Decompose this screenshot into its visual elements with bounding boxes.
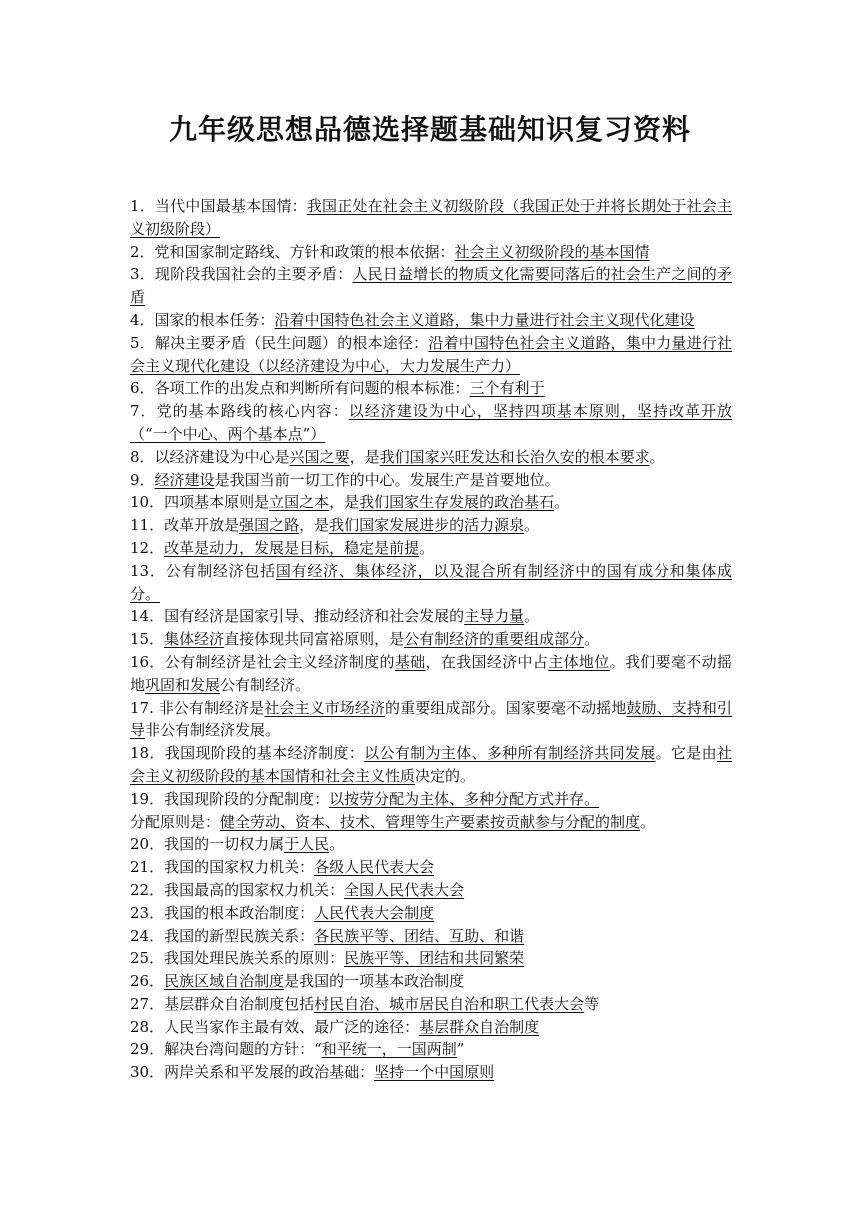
item-text: 7．党的基本路线的核心内容： [130, 402, 349, 421]
list-item [130, 742, 732, 788]
key-answer-text: 沿着中国特色社会主义道路，集中力量进行社会主义现代化建设（以经济建设为中心，大力发展生产力） [130, 333, 733, 375]
key-answer-text: 基层群众自治制度 [419, 1017, 540, 1036]
item-text: ，在我国经济中占 [425, 652, 549, 671]
item-text: 16．公有制经济是社会主义经济制度的 [130, 652, 395, 671]
key-answer-text: 主导力量 [464, 607, 525, 626]
item-text: 11．改革开放是 [130, 516, 240, 535]
item-text: 决定的。 [415, 766, 476, 785]
list-item [130, 332, 732, 378]
item-text: 9． [130, 470, 155, 489]
item-text: 19．我国现阶段的分配制度： [130, 789, 330, 808]
key-answer-text: 我们国家兴旺发达和长治久安的根本要求 [379, 447, 650, 466]
list-item [130, 947, 732, 970]
item-text: 。 [649, 447, 665, 466]
item-text: 29．解决台湾问题的方针：“ [130, 1040, 322, 1059]
key-answer-text: 主体地位 [548, 652, 610, 671]
key-answer-text: 村民自治、城市居民自治和职工代表大会 [314, 994, 585, 1013]
list-item [130, 605, 732, 628]
list-item [130, 925, 732, 948]
key-answer-text: 民族平等、团结和共同繁荣 [344, 949, 525, 968]
key-answer-text: 健全劳动、资本、技术、管理等生产要素按贡献参与分配的制度 [220, 812, 641, 831]
item-text: 22．我国最高的国家权力机关： [130, 880, 345, 899]
item-text: 14．国有经济是国家引导、推动经济和社会发展的 [130, 607, 465, 626]
item-text: 17. 非公有制经济是 [130, 698, 265, 717]
key-answer-text: 各民族平等、团结、互助、和谐 [314, 926, 525, 945]
key-answer-text: 民族区域自治制度 [164, 972, 285, 991]
item-text: 8．以经济建设为中心是 [130, 447, 290, 466]
key-answer-text: 人民日益增长的物质文化需要同落后的社会生产之间的矛盾 [130, 265, 732, 307]
item-text: 5．解决主要矛盾（民生问题）的根本途径： [130, 333, 429, 352]
item-text: 1．当代中国最基本国情： [130, 197, 307, 215]
item-text: 26． [130, 972, 165, 991]
key-answer-text: 我们国家发展进步的活力源泉 [329, 516, 525, 535]
item-text: 。它是由 [655, 744, 717, 763]
list-item [130, 788, 732, 811]
question-list [130, 195, 732, 1084]
key-answer-text: 巩固和发展 [145, 675, 221, 694]
key-answer-text: 基础 [394, 652, 426, 671]
item-text: 。 [584, 630, 600, 649]
item-text: 。 [419, 538, 435, 557]
list-item [130, 309, 732, 332]
key-answer-text: 沿着中国特色社会主义道路，集中力量进行社会主义现代化建设 [274, 310, 695, 329]
list-item [130, 811, 732, 834]
list-item [130, 537, 732, 560]
list-item [130, 263, 732, 309]
key-answer-text: 人民代表大会制度 [314, 903, 435, 922]
key-answer-text: 经济建设 [154, 470, 215, 489]
item-text: ” [456, 1040, 465, 1059]
key-answer-text: 强国之路 [239, 516, 300, 535]
list-item [130, 1016, 732, 1039]
key-answer-text: 改革是动力，发展是目标，稳定是前提 [164, 538, 420, 557]
list-item [130, 1061, 732, 1084]
key-answer-text: 全国人民代表大会 [344, 880, 465, 899]
list-item [130, 651, 732, 697]
item-text: 公有制经济。 [220, 675, 311, 694]
key-answer-text: 以经济建设为中心，坚持四项基本原则，坚持改革开放（“一个中心、两个基本点”） [130, 402, 732, 443]
item-text: 非公有制经济发展。 [145, 721, 281, 740]
item-text: 4．国家的根本任务： [130, 310, 275, 329]
key-answer-text: 以公有制为主体、多种所有制经济共同发展 [364, 744, 656, 763]
item-text: 3．现阶段我国社会的主要矛盾： [130, 265, 353, 284]
item-text: 直接体现共同富裕原则，是 [224, 630, 405, 649]
item-text: 30．两岸关系和平发展的政治基础： [130, 1063, 375, 1082]
key-answer-text: 国有经济、集体经济，以及混合所有制经济中的国有成分和集体成分。 [130, 561, 732, 603]
list-item [130, 469, 732, 492]
item-text: ，是 [349, 447, 380, 466]
list-item [130, 560, 732, 606]
item-text: ，是 [299, 516, 330, 535]
list-item [130, 628, 732, 651]
item-text: 24．我国的新型民族关系： [130, 926, 315, 945]
item-text: 2．党和国家制定路线、方针和政策的根本依据： [130, 242, 455, 261]
item-text: 15． [130, 630, 165, 649]
list-item [130, 970, 732, 993]
item-text: 10．四项基本原则是 [130, 493, 270, 512]
key-answer-text: 集体经济 [164, 630, 225, 649]
key-answer-text: 鼓励、支持和引导 [130, 698, 732, 740]
list-item [130, 993, 732, 1016]
list-item [130, 833, 732, 856]
item-text: 6．各项工作的出发点和判断所有问题的根本标准： [130, 379, 470, 398]
list-item [130, 514, 732, 537]
list-item [130, 1038, 732, 1061]
item-text: 等 [584, 994, 600, 1013]
item-text: 。 [524, 516, 540, 535]
list-item [130, 446, 732, 469]
item-text: ，是 [329, 493, 360, 512]
item-text: 分配原则是： [130, 812, 221, 831]
item-text: 。我们要毫不动摇地 [130, 652, 732, 694]
item-text: 12． [130, 538, 165, 557]
key-answer-text: 各级人民代表大会 [314, 858, 435, 877]
key-answer-text: 我们国家生存发展的政治基石 [359, 493, 555, 512]
item-text: 。 [329, 835, 345, 854]
key-answer-text: 社会主义初级阶段的基本国情 [454, 242, 650, 261]
item-text: 是我国当前一切工作的中心。发展生产是首要地位。 [214, 470, 560, 489]
list-item [130, 902, 732, 925]
item-text: 。 [640, 812, 656, 831]
list-item [130, 400, 732, 446]
document-title: 九年级思想品德选择题基础知识复习资料 [168, 113, 691, 146]
list-item [130, 377, 732, 400]
list-item [130, 856, 732, 879]
list-item [130, 879, 732, 902]
key-answer-text: 于人民 [284, 835, 330, 854]
list-item [130, 241, 732, 264]
key-answer-text: 坚持一个中国原则 [374, 1063, 495, 1082]
key-answer-text: 和平统一，一国两制 [321, 1040, 457, 1059]
item-text: 。 [524, 607, 540, 626]
item-text: 23．我国的根本政治制度： [130, 903, 315, 922]
item-text: 18．我国现阶段的基本经济制度： [130, 744, 365, 763]
item-text: 21．我国的国家权力机关： [130, 858, 315, 877]
key-answer-text: 社会主义初级阶段的基本国情和社会主义性质 [130, 744, 732, 785]
list-item [130, 195, 732, 241]
key-answer-text: 三个有利于 [469, 379, 545, 398]
list-item [130, 697, 732, 743]
key-answer-text: 我国正处在社会主义初级阶段（我国正处于并将长期处于社会主义初级阶段） [130, 197, 732, 238]
key-answer-text: 立国之本 [269, 493, 330, 512]
list-item [130, 491, 732, 514]
key-answer-text: 社会主义市场经济 [264, 698, 386, 717]
item-text: 28．人民当家作主最有效、最广泛的途径： [130, 1017, 420, 1036]
item-text: 25．我国处理民族关系的原则： [130, 949, 345, 968]
item-text: 。 [554, 493, 570, 512]
key-answer-text: 兴国之要 [289, 447, 350, 466]
item-text: 的重要组成部分。国家要毫不动摇地 [385, 698, 627, 717]
item-text: 是我国的一项基本政治制度 [284, 972, 465, 991]
key-answer-text: 以按劳分配为主体、多种分配方式并存。 [329, 789, 600, 808]
item-text: 27．基层群众自治制度包括 [130, 994, 315, 1013]
item-text: 13．公有制经济包括 [130, 561, 276, 580]
item-text: 20．我国的一切权力属 [130, 835, 285, 854]
key-answer-text: 公有制经济的重要组成部分 [404, 630, 585, 649]
